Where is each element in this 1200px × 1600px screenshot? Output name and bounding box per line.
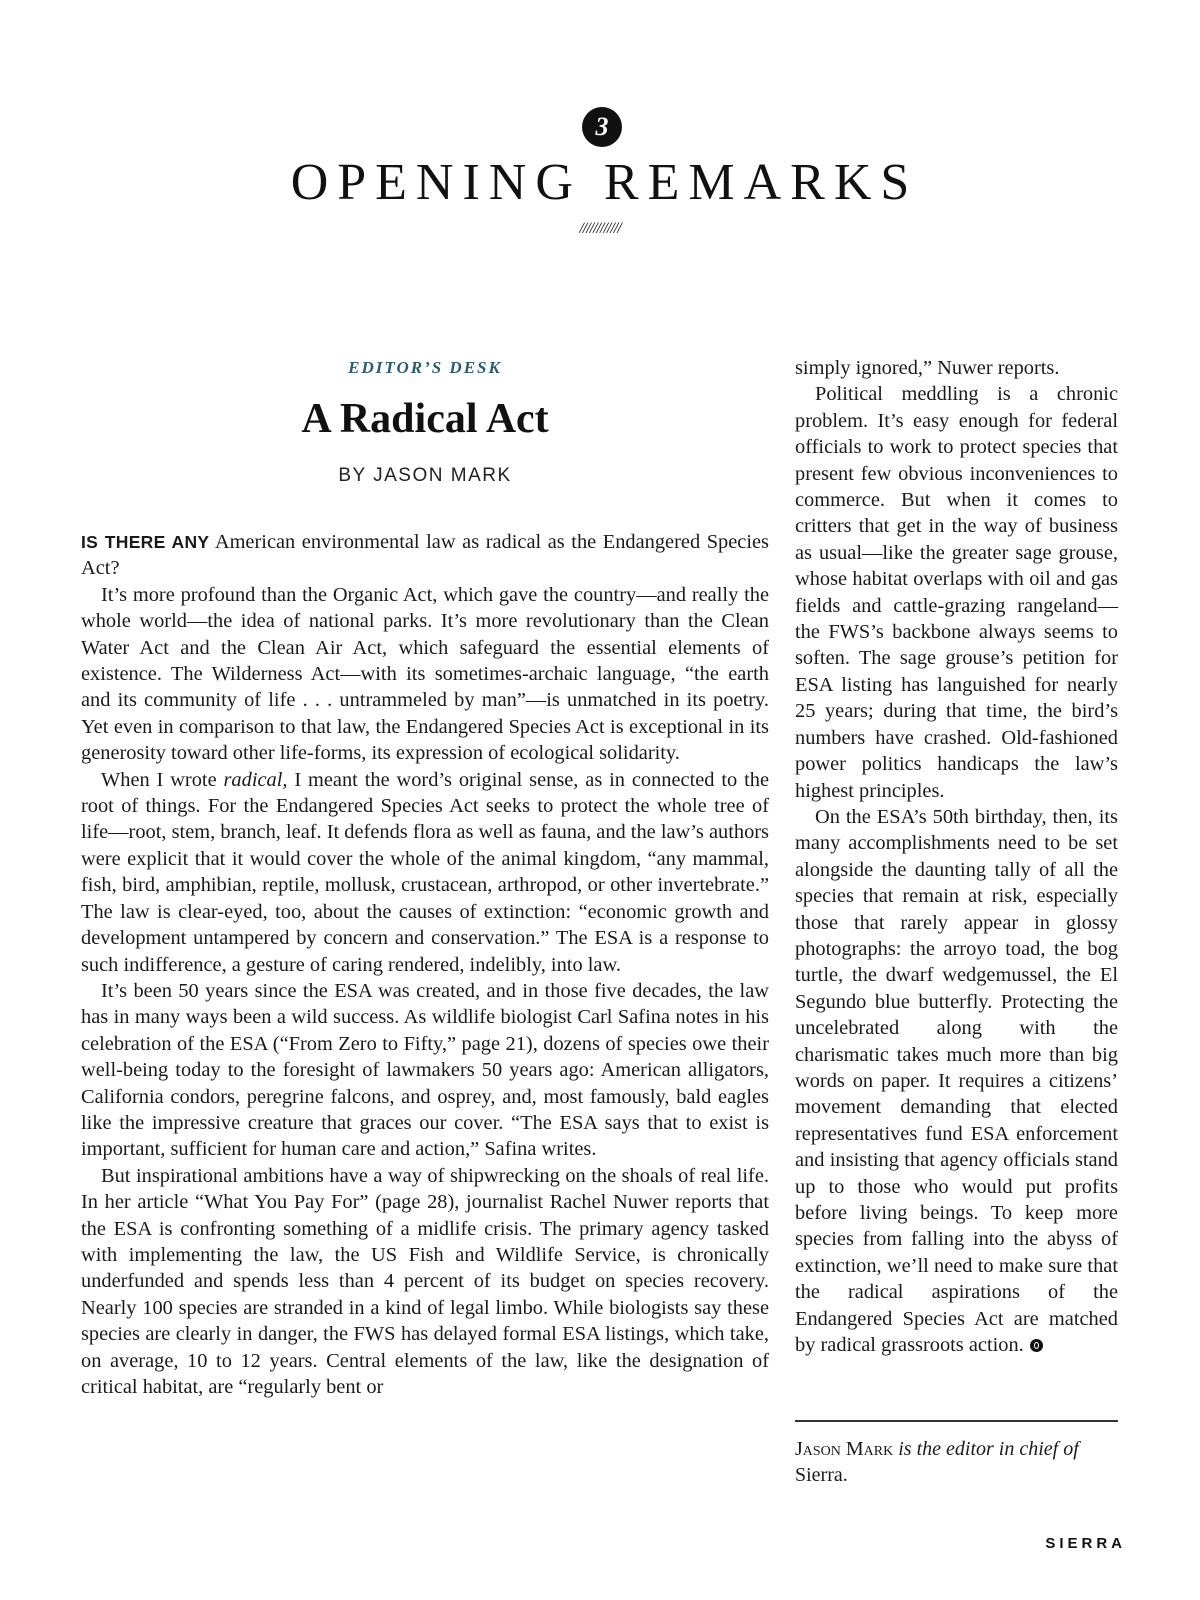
article-headline: A Radical Act [301,396,549,442]
article-paragraph-5-continued: simply ignored,” Nuwer reports. [795,357,1060,379]
page-number-badge: 3 [582,107,622,147]
footer-magazine-name: SIERRA [1045,1535,1126,1552]
section-title: OPENING REMARKS [290,154,919,211]
bio-publication: Sierra [795,1464,843,1486]
article-paragraph-4: It’s been 50 years since the ESA was created, and in those five decades, the law has in many ways been a wild success. As wildlife biologist Carl Safina notes in his celebration of the ESA (“From Zero to Fifty,” page 21), dozens of species owe their well-being today to the foresight of lawmakers 50 years ago: American alligators, California condors, peregrine falcons, and osprey, and, most famously, bald eagles like the impressive creature that graces our cover. “The ESA says that to exist is important, sufficient for human care and action,” Safina writes. [81,979,769,1161]
author-bio [795,1436,1118,1488]
article-lead-in: IS THERE ANY [81,532,210,552]
bio-author-name: Jason Mark [795,1438,894,1460]
paragraph-3-emphasis: radical, [223,768,288,791]
bio-text: is the editor in chief of [893,1438,1079,1460]
article-paragraph-7 [795,804,1118,1359]
article-byline: BY JASON MARK [338,465,512,486]
bio-end: . [842,1464,848,1486]
paragraph-7-text: On the ESA’s 50th birthday, then, its many accomplishments need to be set alongside the daunting tally of all the species that remain at risk, especially those that rarely appear in glossy photographs: the arroyo toad, the bog turtle, the dwarf wedgemussel, the El Segundo blue butterfly. Protecting the uncelebrated along with the charismatic takes much more than big words on paper. It requires a citizens’ movement demanding that elected representatives fund ESA enforcement and insisting that agency officials stand up to those who would put profits before living beings. To keep more species from falling into the abyss of extinction, we’ll need to make sure that the radical aspirations of the Endangered Species Act are matched by radical grassroots action. [795,805,1118,1357]
article-paragraph-3 [81,767,769,978]
paragraph-3-text-b: I meant the word’s original sense, as in connected to the root of things. For the Endangered Species Act seeks to protect the whole tree of life—root, stem, branch, leaf. It defends flora as well as fauna, and the law’s authors were explicit that it would cover the whole of the animal kingdom, “any mammal, fish, bird, amphibian, reptile, mollusk, crustacean, arthropod, or other invertebrate.” The law is clear-eyed, too, about the causes of extinction: “economic growth and development untampered by concern and conservation.” The ESA is a response to such indifference, a gesture of caring rendered, indelibly, into law. [81,768,769,976]
section-divider: //////////// [579,220,621,237]
article-paragraph-5: But inspirational ambitions have a way of shipwrecking on the shoals of real life. In her article “What You Pay For” (page 28), journalist Rachel Nuwer reports that the ESA is confronting something of a midlife crisis. The primary agency tasked with implementing the law, the US Fish and Wildlife Service, is chronically underfunded and spends less than 4 percent of its budget on species recovery. Nearly 100 species are stranded in a kind of legal limbo. While biologists say these species are clearly in danger, the FWS has delayed formal ESA listings, which take, on average, 10 to 12 years. Central elements of the law, like the designation of critical habitat, are “regularly bent or [81,1164,769,1398]
bio-divider [795,1420,1118,1422]
end-of-article-icon [1030,1339,1043,1352]
paragraph-3-text-a: When I wrote [101,768,224,791]
article-paragraph-1 [81,529,769,582]
article-paragraph-2: It’s more profound than the Organic Act, which gave the country—and really the whole world—the idea of national parks. It’s more revolutionary than the Clean Water Act and the Clean Air Act, which safeguard the essential elements of existence. The Wilderness Act—with its sometimes-archaic language, “the earth and its community of life . . . untrammeled by man”—is unmatched in its poetry. Yet even in comparison to that law, the Endangered Species Act is exceptional in its generosity toward other life-forms, its expression of ecological solidarity. [81,583,769,765]
article-column-left [81,529,769,1400]
article-kicker: EDITOR’S DESK [348,358,502,377]
article-column-right [795,355,1118,1358]
paragraph-1-text: American environmental law as radical as the Endangered Species Act? [81,531,769,580]
article-paragraph-6: Political meddling is a chronic problem. It’s easy enough for federal officials to work to protect species that present few obvious inconveniences to commerce. But when it comes to critters that get in the way of business as usual—like the greater sage grouse, whose habitat overlaps with oil and gas fields and cattle-grazing rangeland—the FWS’s backbone always seems to soften. The sage grouse’s petition for ESA listing has languished for nearly 25 years; during that time, the bird’s numbers have crashed. Old-fashioned power politics handicaps the law’s highest principles. [795,383,1118,802]
